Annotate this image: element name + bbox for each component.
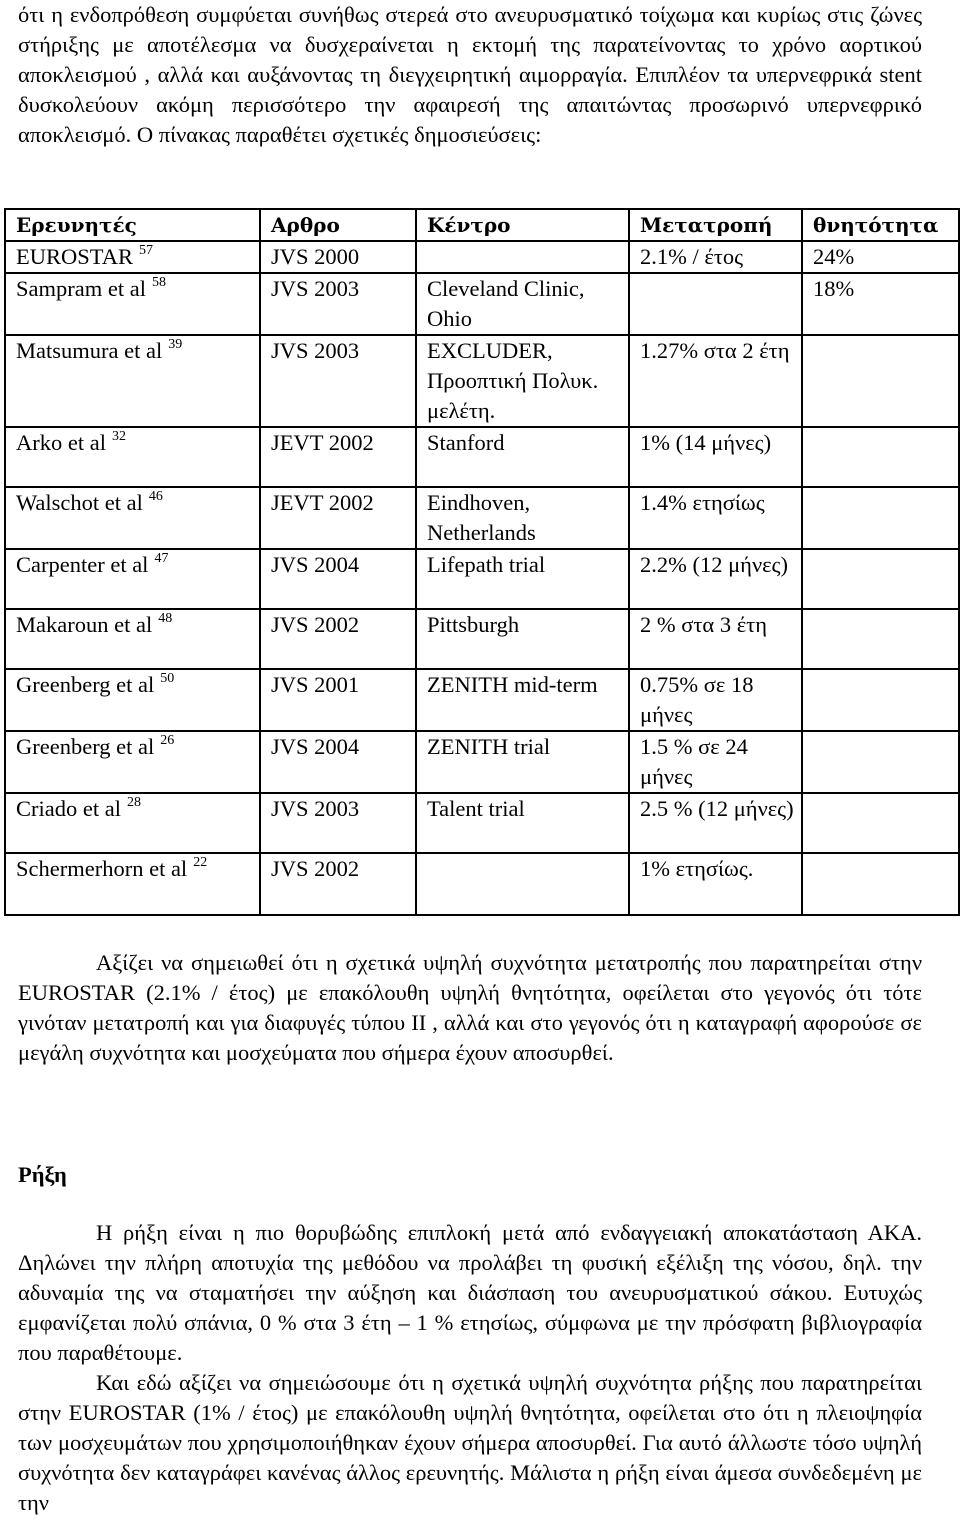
article-cell: JVS 2004	[260, 549, 416, 609]
table-row	[5, 273, 959, 335]
conversion-cell	[629, 273, 802, 335]
researcher-cell	[5, 609, 260, 669]
reference-number: 50	[160, 671, 175, 686]
researcher-cell	[5, 427, 260, 487]
researcher-name: Sampram et al	[16, 276, 146, 301]
reference-number: 39	[168, 337, 183, 352]
mortality-cell	[802, 609, 959, 669]
researcher-name: Schermerhorn et al	[16, 856, 188, 881]
header-mortality: θνητότητα	[802, 209, 959, 241]
mortality-cell	[802, 549, 959, 609]
article-cell: JVS 2003	[260, 335, 416, 427]
researcher-cell	[5, 487, 260, 549]
researcher-cell	[5, 549, 260, 609]
table-row	[5, 669, 959, 731]
researcher-name: Makaroun et al	[16, 612, 153, 637]
table-row	[5, 427, 959, 487]
center-cell: EXCLUDER, Προοπτική Πολυκ. μελέτη.	[416, 335, 629, 427]
researcher-cell	[5, 335, 260, 427]
researcher-name: Greenberg et al	[16, 672, 155, 697]
reference-number: 46	[148, 489, 163, 504]
conversion-cell: 0.75% σε 18 μήνες	[629, 669, 802, 731]
conversion-cell: 2.5 % (12 μήνες)	[629, 793, 802, 853]
publications-table	[4, 208, 960, 916]
reference-number: 47	[154, 551, 169, 566]
mortality-cell	[802, 669, 959, 731]
researcher-cell	[5, 853, 260, 915]
conversion-cell: 2 % στα 3 έτη	[629, 609, 802, 669]
table-row	[5, 487, 959, 549]
center-cell: Lifepath trial	[416, 549, 629, 609]
conversion-cell: 1.5 % σε 24 μήνες	[629, 731, 802, 793]
header-researchers: Ερευνητές	[5, 209, 260, 241]
after-table-section	[18, 948, 922, 1068]
table-row	[5, 853, 959, 915]
researcher-name: Carpenter et al	[16, 552, 149, 577]
center-cell: ZENITH trial	[416, 731, 629, 793]
section-title-rupture: Ρήξη	[18, 1162, 67, 1187]
header-conversion: Μετατροπή	[629, 209, 802, 241]
table-row	[5, 549, 959, 609]
conversion-cell: 2.2% (12 μήνες)	[629, 549, 802, 609]
reference-number: 28	[126, 795, 141, 810]
mortality-cell	[802, 853, 959, 915]
article-cell: JVS 2001	[260, 669, 416, 731]
document-page	[18, 0, 922, 150]
table-row	[5, 335, 959, 427]
reference-number: 22	[193, 855, 208, 870]
researcher-name: Criado et al	[16, 796, 121, 821]
conversion-cell: 1.27% στα 2 έτη	[629, 335, 802, 427]
reference-number: 58	[151, 275, 166, 290]
rupture-paragraph-1: Η ρήξη είναι η πιο θορυβώδης επιπλοκή μετά από ενδαγγειακή αποκατάσταση ΑΚΑ. Δηλώνει την πλήρη αποτυχία της μεθόδου να προλάβει τη φυσική εξέλιξη της νόσου, δηλ. την αδυναμία της να σταματήσει την αύξηση και διάσπαση του ανευρυσματικού σάκου. Ευτυχώς εμφανίζεται πολύ σπάνια, 0 % στα 3 έτη – 1 % ετησίως, σύμφωνα με την πρόσφατη βιβλιογραφία που παραθέτουμε.	[18, 1220, 922, 1365]
rupture-paragraph-2: Και εδώ αξίζει να σημειώσουμε ότι η σχετικά υψηλή συχνότητα ρήξης που παρατηρείται στην EUROSTAR (1% / έτος) με επακόλουθη υψηλή θνητότητα, οφείλεται στο ότι η πλειοψηφία των μοσχευμάτων που χρησιμοποιήθηκαν έχουν σήμερα αποσυρθεί. Για αυτό άλλωστε τόσο υψηλή συχνότητα δεν καταγράφει κανένας άλλος ερευνητής. Μάλιστα η ρήξη είναι άμεσα συνδεδεμένη με την	[18, 1370, 922, 1515]
conversion-cell: 1% (14 μήνες)	[629, 427, 802, 487]
center-cell	[416, 241, 629, 273]
mortality-cell: 18%	[802, 273, 959, 335]
center-cell: Pittsburgh	[416, 609, 629, 669]
table-row	[5, 609, 959, 669]
researcher-cell	[5, 273, 260, 335]
reference-number: 26	[160, 733, 175, 748]
center-cell: Stanford	[416, 427, 629, 487]
center-cell	[416, 853, 629, 915]
mortality-cell	[802, 487, 959, 549]
table-row	[5, 731, 959, 793]
after-table-paragraph: Αξίζει να σημειωθεί ότι η σχετικά υψηλή συχνότητα μετατροπής που παρατηρείται στην EUROSTAR (2.1% / έτος) με επακόλουθη υψηλή θνητότητα, οφείλεται στο γεγονός ότι τότε γινόταν μετατροπή και για διαφυγές τύπου ΙΙ , αλλά και στο γεγονός ότι η καταγραφή αφορούσε σε μεγάλη συχνότητα και μοσχεύματα που σήμερα έχουν αποσυρθεί.	[18, 950, 922, 1065]
mortality-cell	[802, 731, 959, 793]
table-row	[5, 241, 959, 273]
researcher-name: Walschot et al	[16, 490, 143, 515]
rupture-section	[18, 1218, 922, 1518]
center-cell: ZENITH mid-term	[416, 669, 629, 731]
mortality-cell: 24%	[802, 241, 959, 273]
researcher-cell	[5, 669, 260, 731]
article-cell: JVS 2000	[260, 241, 416, 273]
table-body	[5, 241, 959, 915]
article-cell: JVS 2002	[260, 853, 416, 915]
mortality-cell	[802, 793, 959, 853]
conversion-cell: 1.4% ετησίως	[629, 487, 802, 549]
center-cell: Cleveland Clinic, Ohio	[416, 273, 629, 335]
center-cell: Eindhoven, Netherlands	[416, 487, 629, 549]
researcher-name: Arko et al	[16, 430, 106, 455]
reference-number: 57	[138, 243, 153, 258]
researcher-cell	[5, 241, 260, 273]
article-cell: JVS 2004	[260, 731, 416, 793]
table-row	[5, 793, 959, 853]
table-header-row	[5, 209, 959, 241]
article-cell: JVS 2002	[260, 609, 416, 669]
mortality-cell	[802, 427, 959, 487]
researcher-name: Greenberg et al	[16, 734, 155, 759]
researcher-name: Matsumura et al	[16, 338, 163, 363]
researcher-cell	[5, 731, 260, 793]
reference-number: 32	[111, 429, 126, 444]
conversion-cell: 2.1% / έτος	[629, 241, 802, 273]
article-cell: JVS 2003	[260, 273, 416, 335]
reference-number: 48	[158, 611, 173, 626]
mortality-cell	[802, 335, 959, 427]
researcher-name: EUROSTAR	[16, 244, 133, 269]
article-cell: JEVT 2002	[260, 427, 416, 487]
intro-paragraph: ότι η ενδοπρόθεση συμφύεται συνήθως στερεά στο ανευρυσματικό τοίχωμα και κυρίως στις ζώνες στήριξης με αποτέλεσμα να δυσχεραίνεται η εκτομή της παρατείνοντας το χρόνο αορτικού αποκλεισμού , αλλά και αυξάνοντας τη διεγχειρητική αιμορραγία. Επιπλέον τα υπερνεφρικά stent δυσκολεύουν ακόμη περισσότερο την αφαιρεσή της απαιτώντας προσωρινό υπερνεφρικό αποκλεισμό. Ο πίνακας παραθέτει σχετικές δημοσιεύσεις:	[18, 2, 922, 147]
conversion-cell: 1% ετησίως.	[629, 853, 802, 915]
header-article: Αρθρο	[260, 209, 416, 241]
header-center: Κέντρο	[416, 209, 629, 241]
center-cell: Talent trial	[416, 793, 629, 853]
article-cell: JVS 2003	[260, 793, 416, 853]
researcher-cell	[5, 793, 260, 853]
article-cell: JEVT 2002	[260, 487, 416, 549]
